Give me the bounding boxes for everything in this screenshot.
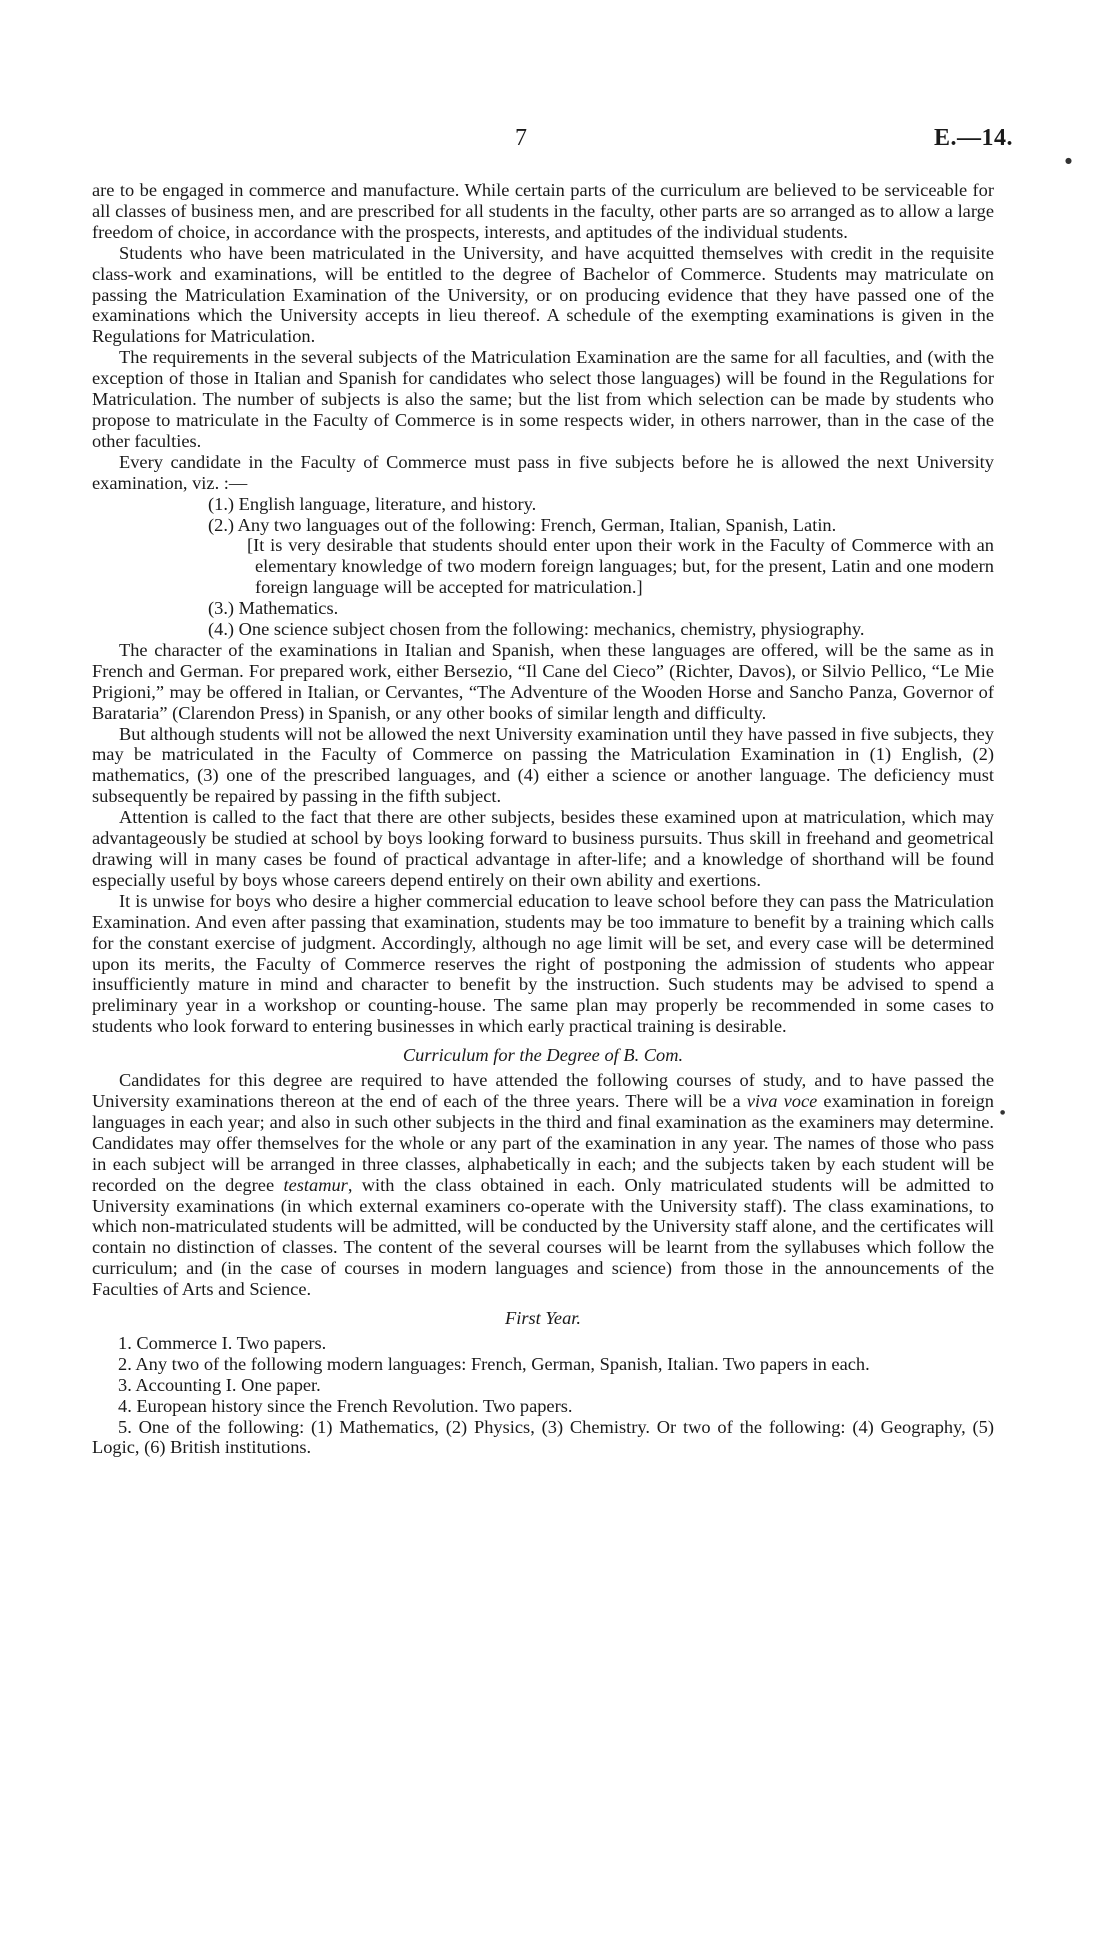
- list-item: 1. Commerce I. Two papers.: [118, 1332, 327, 1353]
- list-item: 3. Accounting I. One paper.: [118, 1374, 321, 1395]
- paragraph: Every candidate in the Faculty of Commerce must pass in five subjects before he is allowed the next University examination, viz. :—: [92, 451, 994, 493]
- paragraph: [92, 1070, 994, 1300]
- scan-speck: ●: [1000, 1109, 1006, 1116]
- list-item: (2.) Any two languages out of the following: French, German, Italian, Spanish, Latin.: [208, 514, 837, 535]
- list-item: 5. One of the following: (1) Mathematics, (2) Physics, (3) Chemistry. Or two of the following: (4) Geography, (5) Logic, (6) British institutions.: [92, 1416, 994, 1458]
- text-run: examination in foreign languages in each year; and also in such other subjects in the third and final examination as the examiners may determine. Candidates may offer themselves for the whole or any part of the examination in any year. The names of those who pass in each subject will be arranged in three classes, alphabetically in each; and the subjects taken by each student will be recorded on the degree: [92, 1090, 994, 1195]
- section-heading: Curriculum for the Degree of B. Com.: [402, 1045, 684, 1066]
- paragraph: The requirements in the several subjects of the Matriculation Examination are the same for all faculties, and (with the exception of those in Italian and Spanish for candidates who select those languages) will be found in the Regulations for Matriculation. The number of subjects is also the same; but the list from which selection can be made by students who propose to matriculate in the Faculty of Commerce is in some respects wider, in others narrower, than in the case of the other faculties.: [92, 347, 994, 451]
- page-header: [0, 125, 1114, 158]
- scan-speck: ●: [1065, 156, 1072, 165]
- paragraph: The character of the examinations in Italian and Spanish, when these languages are offered, will be the same as in French and German. For prepared work, either Bersezio, “Il Cane del Cieco” (Richter, Davos), or Silvio Pellico, “Le Mie Prigioni,” may be offered in Italian, or Cervantes, “The Adventure of the Wooden Horse and Sancho Panza, Governor of Barataria” (Clarendon Press) in Spanish, or any other books of similar length and difficulty.: [92, 639, 994, 723]
- text-run: Candidates for this degree are required to have attended the following courses of study, and to have passed the University examinations thereon at the end of each of the three years. There will be a: [92, 1070, 994, 1111]
- text-run: , with the class obtained in each. Only matriculated students will be admitted to University examinations (in which external examiners co-operate with the University staff). The class examinations, to which non-matriculated students will be admitted, will be conducted by the University staff alone, and the certificates will contain no distinction of classes. The content of the several courses will be learnt from the syllabuses which follow the curriculum; and (in the case of courses in modern languages and science) from those in the announcements of the Faculties of Arts and Science.: [92, 1174, 994, 1300]
- page-number: 7: [515, 125, 527, 151]
- list-item: (3.) Mathematics.: [208, 598, 339, 619]
- paragraph: It is unwise for boys who desire a higher commercial education to leave school before they can pass the Matriculation Examination. And even after passing that examination, students may be too immature to benefit by a training which calls for the constant exercise of judgment. Accordingly, although no age limit will be set, and every case will be determined upon its merits, the Faculty of Commerce reserves the right of postponing the admission of students who appear insufficiently mature in mind and character to benefit by the instruction. Such students may be advised to spend a preliminary year in a workshop or counting-house. The same plan may properly be recommended in some cases to students who look forward to entering businesses in which early practical training is desirable.: [92, 890, 994, 1037]
- document-reference: E.—14.: [934, 125, 1014, 151]
- document-body: [92, 180, 994, 1458]
- paragraph: Students who have been matriculated in the University, and have acquitted themselves with credit in the requisite class-work and examinations, will be entitled to the degree of Bachelor of Commerce. Students may matriculate on passing the Matriculation Examination of the University, or on producing evidence that they have passed one of the examinations which the University accepts in lieu thereof. A schedule of the exempting examinations is given in the Regulations for Matriculation.: [92, 242, 994, 347]
- italic-term: viva voce: [746, 1090, 818, 1111]
- italic-term: testamur: [283, 1174, 348, 1195]
- list-item-note: [It is very desirable that students should enter upon their work in the Faculty of Commerce with an elementary knowledge of two modern foreign languages; but, for the present, Latin and one modern foreign language will be accepted for matriculation.]: [247, 535, 994, 598]
- paragraph: But although students will not be allowed the next University examination until they have passed in five subjects, they may be matriculated in the Faculty of Commerce on passing the Matriculation Examination in (1) English, (2) mathematics, (3) one of the prescribed languages, and (4) either a science or another language. The deficiency must subsequently be repaired by passing in the fifth subject.: [92, 723, 994, 807]
- list-item: 2. Any two of the following modern languages: French, German, Spanish, Italian. Two papers in each.: [118, 1353, 870, 1374]
- list-item: (4.) One science subject chosen from the following: mechanics, chemistry, physiography.: [208, 619, 865, 640]
- section-heading: First Year.: [505, 1308, 581, 1329]
- paragraph: are to be engaged in commerce and manufacture. While certain parts of the curriculum are believed to be serviceable for all classes of business men, and are prescribed for all students in the faculty, other parts are so arranged as to allow a large freedom of choice, in accordance with the prospects, interests, and aptitudes of the individual students.: [92, 180, 994, 242]
- list-item: (1.) English language, literature, and history.: [208, 493, 537, 514]
- list-item: 4. European history since the French Revolution. Two papers.: [118, 1395, 573, 1416]
- paragraph: Attention is called to the fact that there are other subjects, besides these examined upon at matriculation, which may advantageously be studied at school by boys looking forward to business pursuits. Thus skill in freehand and geometrical drawing will in many cases be found of practical advantage in after-life; and a knowledge of shorthand will be found especially useful by boys whose careers depend entirely on their own ability and exertions.: [92, 807, 994, 890]
